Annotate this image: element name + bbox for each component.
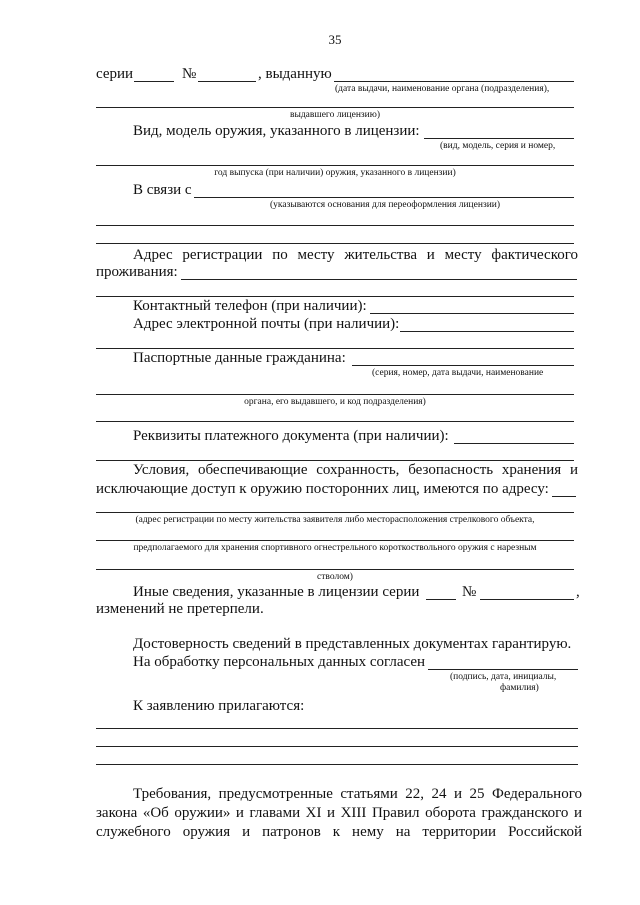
passport-hint: (серия, номер, дата выдачи, наименование — [372, 368, 544, 378]
storage-hint-3: стволом) — [317, 572, 353, 582]
number-sign: № — [182, 66, 197, 82]
storage-field-4[interactable] — [96, 569, 574, 570]
address-line-1: Адрес регистрации по месту жительства и месту фактического — [133, 247, 578, 263]
other-series-field[interactable] — [426, 599, 456, 600]
email-field-2[interactable] — [96, 348, 574, 349]
attachments-label: К заявлению прилагаются: — [133, 698, 305, 714]
attachment-line-2[interactable] — [96, 746, 578, 747]
weapon-hint-2: год выпуска (при наличии) оружия, указанного в лицензии) — [214, 168, 456, 178]
weapon-field-2[interactable] — [96, 165, 574, 166]
series-field[interactable] — [134, 81, 174, 82]
requirements-line-1: Требования, предусмотренные статьями 22, 24 и 25 Федерального — [133, 786, 582, 802]
reason-field-3[interactable] — [96, 243, 574, 244]
reliability-statement: Достоверность сведений в представленных документах гарантирую. — [133, 636, 572, 652]
payment-field-2[interactable] — [96, 460, 574, 461]
reason-field-2[interactable] — [96, 225, 574, 226]
attachment-line-1[interactable] — [96, 728, 578, 729]
storage-field-2[interactable] — [96, 512, 574, 513]
requirements-line-3: служебного оружия и патронов к нему на территории Российской — [96, 824, 582, 840]
requirements-line-2: закона «Об оружии» и главами XI и XIII Правил оборота гражданского и — [96, 805, 582, 821]
address-line-2: проживания: — [96, 264, 178, 280]
payment-label: Реквизиты платежного документа (при наличии): — [133, 428, 449, 444]
email-label: Адрес электронной почты (при наличии): — [133, 316, 400, 332]
address-field[interactable] — [181, 279, 577, 280]
passport-field-3[interactable] — [96, 421, 574, 422]
issued-field[interactable] — [334, 81, 574, 82]
weapon-field[interactable] — [424, 138, 574, 139]
reason-field[interactable] — [194, 197, 574, 198]
reason-label: В связи с — [133, 182, 192, 198]
other-comma: , — [576, 584, 580, 600]
passport-field-2[interactable] — [96, 394, 574, 395]
reason-hint: (указываются основания для переоформления лицензии) — [269, 200, 501, 210]
passport-field[interactable] — [352, 365, 574, 366]
page-number: 35 — [328, 32, 342, 47]
storage-line-2: исключающие доступ к оружию посторонних лиц, имеются по адресу: — [96, 481, 549, 497]
series-label: серии — [96, 66, 134, 82]
issued-hint-2: выдавшего лицензию) — [289, 110, 381, 120]
phone-field[interactable] — [370, 313, 574, 314]
weapon-label: Вид, модель оружия, указанного в лицензии: — [133, 123, 420, 139]
storage-line-1: Условия, обеспечивающие сохранность, безопасность хранения и — [133, 462, 578, 478]
attachment-line-3[interactable] — [96, 764, 578, 765]
number-field[interactable] — [198, 81, 256, 82]
consent-label: На обработку персональных данных согласен — [133, 654, 426, 670]
passport-label: Паспортные данные гражданина: — [133, 350, 346, 366]
passport-hint-2: органа, его выдавшего, и код подразделения) — [244, 397, 426, 407]
issued-field-2[interactable] — [96, 107, 574, 108]
address-field-2[interactable] — [96, 296, 574, 297]
weapon-hint: (вид, модель, серия и номер, — [440, 141, 556, 151]
storage-hint-2: предполагаемого для хранения спортивного огнестрельного короткоствольного оружия с нарезным — [133, 543, 537, 553]
email-field[interactable] — [400, 331, 574, 332]
other-line-2: изменений не претерпели. — [96, 601, 264, 617]
phone-label: Контактный телефон (при наличии): — [133, 298, 367, 314]
signature-field[interactable] — [428, 669, 578, 670]
storage-field-3[interactable] — [96, 540, 574, 541]
other-line-1: Иные сведения, указанные в лицензии серии — [133, 584, 420, 600]
signature-hint: (подпись, дата, инициалы, — [450, 672, 557, 682]
issued-hint: (дата выдачи, наименование органа (подразделения), — [335, 84, 550, 94]
issued-label: , выданную — [258, 66, 332, 82]
other-number-sign: № — [462, 584, 477, 600]
storage-field[interactable] — [552, 496, 576, 497]
other-number-field[interactable] — [480, 599, 574, 600]
storage-hint: (адрес регистрации по месту жительства заявителя либо месторасположения стрелкового объекта, — [135, 515, 535, 525]
signature-hint-2: фамилия) — [500, 683, 539, 693]
payment-field[interactable] — [454, 443, 574, 444]
